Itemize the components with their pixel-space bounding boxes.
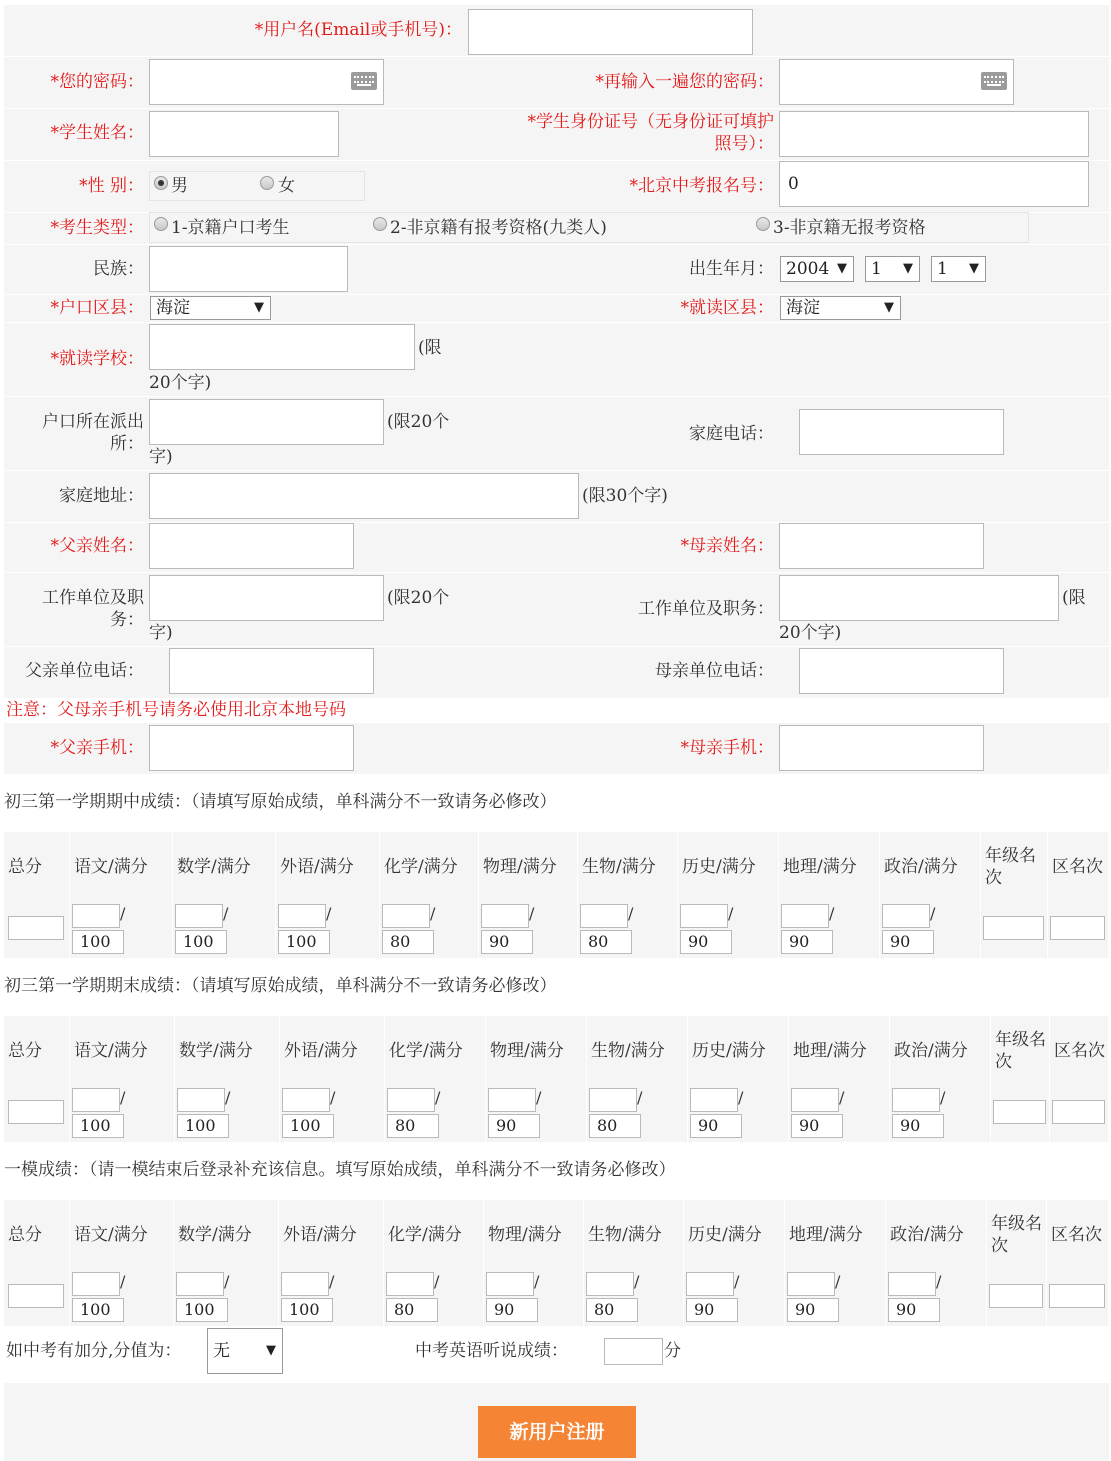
score-header-label: 化学/满分 (388, 1225, 462, 1245)
subject-max-input[interactable]: 90 (686, 1298, 738, 1322)
school-limit: (限 (418, 338, 442, 358)
type-3-radio[interactable] (756, 217, 770, 231)
score-section-title: 初三第一学期期末成绩：（请填写原始成绩，单科满分不一致请务必修改） (4, 976, 557, 996)
score-header-label: 物理/满分 (483, 857, 557, 877)
score-header-label: 物理/满分 (490, 1041, 564, 1061)
score-header-cell (1048, 832, 1109, 902)
score-header-label: 语文/满分 (74, 1041, 148, 1061)
score-header-cell (384, 1200, 484, 1270)
gender-label: *性 别： (79, 176, 144, 196)
subject-max-input[interactable]: 100 (176, 1298, 228, 1322)
subject-score-input[interactable] (486, 1272, 534, 1296)
subject-max-input[interactable]: 80 (386, 1298, 438, 1322)
subject-max-input[interactable]: 90 (486, 1298, 538, 1322)
score-header-label: 地理/满分 (789, 1225, 863, 1245)
subject-score-input[interactable] (175, 904, 223, 928)
police-label-cont: 所： (110, 434, 144, 454)
password-confirm-input[interactable] (779, 59, 1014, 105)
father-unit-phone-label: 父亲单位电话： (25, 661, 144, 681)
score-header-cell (276, 832, 380, 902)
address-limit: (限30个字) (582, 486, 668, 506)
score-header-cell (279, 1200, 384, 1270)
score-separator: / (329, 1272, 335, 1291)
score-header-cell (587, 1016, 688, 1086)
address-label: 家庭地址： (59, 486, 144, 506)
score-header-label: 总分 (8, 857, 42, 877)
father-work-limit: (限20个 (387, 588, 450, 608)
score-header-cell (174, 1200, 279, 1270)
mother-mobile-label: *母亲手机： (680, 738, 774, 758)
score-header-label: 年级名次 (991, 1214, 1042, 1256)
home-phone-label: 家庭电话： (689, 424, 774, 444)
score-separator: / (634, 1272, 640, 1291)
student-id-input[interactable] (779, 111, 1089, 157)
father-name-label: *父亲姓名： (50, 536, 144, 556)
score-header-cell (4, 1200, 70, 1270)
english-unit: 分 (664, 1341, 681, 1361)
subject-max-input[interactable]: 100 (72, 1298, 124, 1322)
subject-score-input[interactable] (791, 1088, 839, 1112)
score-header-label: 区名次 (1051, 1225, 1102, 1245)
student-id-label-cont: 照号）： (714, 134, 774, 154)
subject-score-input[interactable] (282, 1088, 330, 1112)
subject-score-input[interactable] (781, 904, 829, 928)
score-separator: / (120, 1272, 126, 1291)
score-header-cell (886, 1200, 987, 1270)
subject-max-input[interactable]: 80 (580, 930, 632, 954)
student-name-input[interactable] (149, 111, 339, 157)
username-input[interactable] (468, 9, 753, 55)
score-separator: / (940, 1088, 946, 1107)
subject-score-input[interactable] (176, 1272, 224, 1296)
password-input[interactable] (149, 59, 384, 105)
score-header-cell (991, 1016, 1050, 1086)
ethnic-input[interactable] (149, 246, 348, 292)
score-header-label: 物理/满分 (488, 1225, 562, 1245)
score-header-label: 化学/满分 (389, 1041, 463, 1061)
score-header-label: 地理/满分 (793, 1041, 867, 1061)
subject-max-input[interactable]: 100 (72, 930, 124, 954)
score-header-cell (175, 1016, 280, 1086)
score-header-label: 数学/满分 (179, 1041, 253, 1061)
score-separator: / (536, 1088, 542, 1107)
subject-score-input[interactable] (382, 904, 430, 928)
keyboard-icon[interactable] (981, 72, 1007, 90)
subject-max-input[interactable]: 90 (787, 1298, 839, 1322)
hukou-district-label: *户口区县： (50, 298, 144, 318)
score-header-label: 总分 (8, 1041, 42, 1061)
register-button[interactable]: 新用户注册 (478, 1406, 636, 1458)
type-1-radio[interactable] (154, 217, 168, 231)
score-header-label: 总分 (8, 1225, 42, 1245)
score-separator: / (839, 1088, 845, 1107)
score-separator: / (326, 904, 332, 923)
keyboard-icon[interactable] (351, 72, 377, 90)
study-district-select[interactable]: 海淀 ▼ (780, 296, 901, 320)
score-header-label: 化学/满分 (384, 857, 458, 877)
password-confirm-label: *再输入一遍您的密码： (595, 72, 774, 92)
subject-score-input[interactable] (72, 1088, 120, 1112)
gender-female-radio[interactable] (260, 176, 274, 190)
father-work-label-cont: 务： (110, 610, 144, 630)
student-id-label: *学生身份证号（无身份证可填护 (527, 112, 774, 132)
subject-score-input[interactable] (72, 904, 120, 928)
score-header-label: 语文/满分 (74, 857, 148, 877)
score-separator: / (225, 1088, 231, 1107)
score-header-label: 语文/满分 (74, 1225, 148, 1245)
mother-name-label: *母亲姓名： (680, 536, 774, 556)
subject-max-input[interactable]: 90 (791, 1114, 843, 1138)
subject-max-input[interactable]: 90 (481, 930, 533, 954)
birth-month-select[interactable]: 1 ▼ (865, 256, 920, 282)
grade-rank-input[interactable] (983, 916, 1044, 940)
father-work-limit-cont: 字) (149, 623, 173, 643)
bonus-label: 如中考有加分,分值为： (6, 1341, 182, 1361)
mother-work-label: 工作单位及职务： (638, 599, 774, 619)
father-work-input[interactable] (149, 575, 384, 621)
score-header-label: 生物/满分 (582, 857, 656, 877)
home-phone-input[interactable] (799, 409, 1004, 455)
type-1-label: 1-京籍户口考生 (171, 218, 290, 238)
score-header-cell (280, 1016, 385, 1086)
score-header-cell (70, 832, 173, 902)
score-header-label: 外语/满分 (280, 857, 354, 877)
mother-work-limit-cont: 20个字) (779, 623, 842, 643)
subject-max-input[interactable]: 100 (278, 930, 330, 954)
birth-year-select[interactable]: 2004 ▼ (780, 256, 854, 282)
father-work-label: 工作单位及职 (42, 588, 144, 608)
subject-max-input[interactable]: 80 (589, 1114, 641, 1138)
score-header-label: 年级名次 (995, 1030, 1046, 1072)
score-separator: / (430, 904, 436, 923)
score-separator: / (120, 904, 126, 923)
score-header-cell (981, 832, 1048, 902)
bonus-select[interactable]: 无 ▼ (207, 1328, 283, 1374)
score-grid (4, 1016, 1109, 1142)
subject-max-input[interactable]: 100 (175, 930, 227, 954)
score-header-cell (987, 1200, 1047, 1270)
subject-max-input[interactable]: 90 (680, 930, 732, 954)
father-unit-phone-input[interactable] (169, 648, 374, 694)
score-separator: / (835, 1272, 841, 1291)
score-grid (4, 1200, 1109, 1326)
score-header-cell (789, 1016, 890, 1086)
subject-score-input[interactable] (892, 1088, 940, 1112)
score-separator: / (435, 1088, 441, 1107)
score-header-label: 区名次 (1054, 1041, 1105, 1061)
score-header-cell (385, 1016, 486, 1086)
score-header-label: 历史/满分 (682, 857, 756, 877)
score-header-cell (173, 832, 276, 902)
score-header-label: 历史/满分 (692, 1041, 766, 1061)
mother-unit-phone-input[interactable] (799, 648, 1004, 694)
username-label: *用户名(Email或手机号)： (254, 20, 462, 40)
subject-score-input[interactable] (690, 1088, 738, 1112)
gender-male-label: 男 (171, 176, 188, 196)
subject-max-input[interactable]: 90 (488, 1114, 540, 1138)
score-header-cell (678, 832, 779, 902)
subject-max-input[interactable]: 100 (177, 1114, 229, 1138)
score-header-cell (380, 832, 479, 902)
english-input[interactable] (604, 1338, 663, 1365)
subject-score-input[interactable] (586, 1272, 634, 1296)
score-section-title: 一模成绩：（请一模结束后登录补充该信息。填写原始成绩，单科满分不一致请务必修改） (4, 1160, 676, 1180)
score-header-cell (1047, 1200, 1109, 1270)
score-separator: / (829, 904, 835, 923)
score-separator: / (628, 904, 634, 923)
subject-score-input[interactable] (589, 1088, 637, 1112)
mother-name-input[interactable] (779, 523, 984, 569)
score-separator: / (637, 1088, 643, 1107)
score-header-cell (70, 1016, 175, 1086)
subject-max-input[interactable]: 90 (888, 1298, 940, 1322)
score-separator: / (224, 1272, 230, 1291)
subject-score-input[interactable] (387, 1088, 435, 1112)
subject-max-input[interactable]: 80 (382, 930, 434, 954)
exam-number-label: *北京中考报名号： (629, 176, 774, 196)
score-header-label: 数学/满分 (178, 1225, 252, 1245)
score-header-cell (1050, 1016, 1109, 1086)
student-name-label: *学生姓名： (50, 123, 144, 143)
score-header-cell (479, 832, 578, 902)
subject-max-input[interactable]: 100 (282, 1114, 334, 1138)
score-header-cell (4, 1016, 70, 1086)
total-score-input[interactable] (8, 1100, 64, 1124)
district-rank-input[interactable] (1049, 1284, 1105, 1308)
mobile-notice: 注意：父母亲手机号请务必使用北京本地号码 (6, 700, 346, 720)
mother-work-input[interactable] (779, 575, 1059, 621)
police-limit-cont: 字) (149, 447, 173, 467)
subject-score-input[interactable] (177, 1088, 225, 1112)
total-score-input[interactable] (8, 916, 64, 940)
type-2-label: 2-非京籍有报考资格(九类人) (390, 218, 607, 238)
mother-unit-phone-label: 母亲单位电话： (655, 661, 774, 681)
subject-max-input[interactable]: 80 (586, 1298, 638, 1322)
study-district-label: *就读区县： (680, 298, 774, 318)
police-input[interactable] (149, 399, 384, 445)
score-header-cell (688, 1016, 789, 1086)
subject-max-input[interactable]: 90 (781, 930, 833, 954)
subject-max-input[interactable]: 90 (892, 1114, 944, 1138)
grade-rank-input[interactable] (989, 1284, 1043, 1308)
score-header-cell (4, 832, 70, 902)
subject-max-input[interactable]: 90 (882, 930, 934, 954)
score-header-cell (584, 1200, 684, 1270)
father-mobile-label: *父亲手机： (50, 738, 144, 758)
score-header-cell (70, 1200, 174, 1270)
subject-score-input[interactable] (72, 1272, 120, 1296)
score-header-label: 生物/满分 (591, 1041, 665, 1061)
type-3-label: 3-非京籍无报考资格 (773, 218, 926, 238)
exam-number-input[interactable]: 0 (779, 161, 1089, 207)
school-label: *就读学校： (50, 349, 144, 369)
subject-score-input[interactable] (580, 904, 628, 928)
subject-score-input[interactable] (281, 1272, 329, 1296)
gender-male-radio[interactable] (154, 176, 168, 190)
score-separator: / (936, 1272, 942, 1291)
score-header-cell (684, 1200, 785, 1270)
type-2-radio[interactable] (373, 217, 387, 231)
school-input[interactable] (149, 324, 415, 370)
father-mobile-input[interactable] (149, 725, 354, 771)
score-header-label: 历史/满分 (688, 1225, 762, 1245)
score-header-label: 年级名次 (985, 846, 1036, 888)
score-header-label: 数学/满分 (177, 857, 251, 877)
score-separator: / (434, 1272, 440, 1291)
score-header-label: 外语/满分 (284, 1041, 358, 1061)
school-limit-cont: 20个字) (149, 373, 212, 393)
score-separator: / (330, 1088, 336, 1107)
subject-score-input[interactable] (882, 904, 930, 928)
subject-score-input[interactable] (686, 1272, 734, 1296)
mother-mobile-input[interactable] (779, 725, 984, 771)
subject-score-input[interactable] (680, 904, 728, 928)
subject-max-input[interactable]: 100 (281, 1298, 333, 1322)
score-header-label: 地理/满分 (783, 857, 857, 877)
score-separator: / (223, 904, 229, 923)
score-separator: / (930, 904, 936, 923)
subject-score-input[interactable] (488, 1088, 536, 1112)
score-header-label: 外语/满分 (283, 1225, 357, 1245)
score-header-cell (779, 832, 880, 902)
subject-score-input[interactable] (386, 1272, 434, 1296)
father-name-input[interactable] (149, 523, 354, 569)
score-grid (4, 832, 1109, 958)
score-separator: / (738, 1088, 744, 1107)
score-header-label: 政治/满分 (890, 1225, 964, 1245)
district-rank-input[interactable] (1052, 1100, 1105, 1124)
score-separator: / (529, 904, 535, 923)
address-input[interactable] (149, 473, 579, 519)
score-separator: / (734, 1272, 740, 1291)
district-rank-input[interactable] (1050, 916, 1105, 940)
score-section-title: 初三第一学期期中成绩：（请填写原始成绩，单科满分不一致请务必修改） (4, 792, 557, 812)
birth-label: 出生年月： (689, 259, 774, 279)
score-header-cell (785, 1200, 886, 1270)
gender-female-label: 女 (278, 176, 295, 196)
police-limit: (限20个 (387, 412, 450, 432)
type-label: *考生类型： (50, 218, 144, 238)
birth-day-select[interactable]: 1 ▼ (931, 256, 986, 282)
score-separator: / (534, 1272, 540, 1291)
mother-work-limit: (限 (1062, 588, 1086, 608)
score-header-cell (486, 1016, 587, 1086)
hukou-district-select[interactable]: 海淀 ▼ (150, 296, 271, 320)
score-header-cell (578, 832, 678, 902)
subject-score-input[interactable] (278, 904, 326, 928)
score-header-label: 区名次 (1052, 857, 1103, 877)
score-separator: / (728, 904, 734, 923)
score-separator: / (120, 1088, 126, 1107)
total-score-input[interactable] (8, 1284, 64, 1308)
ethnic-label: 民族： (93, 259, 144, 279)
subject-score-input[interactable] (787, 1272, 835, 1296)
score-header-label: 生物/满分 (588, 1225, 662, 1245)
subject-max-input[interactable]: 90 (690, 1114, 742, 1138)
english-label: 中考英语听说成绩： (415, 1341, 568, 1361)
subject-score-input[interactable] (481, 904, 529, 928)
subject-score-input[interactable] (888, 1272, 936, 1296)
score-header-label: 政治/满分 (894, 1041, 968, 1061)
password-label: *您的密码： (50, 72, 144, 92)
score-header-cell (484, 1200, 584, 1270)
police-label: 户口所在派出 (42, 412, 144, 432)
subject-max-input[interactable]: 80 (387, 1114, 439, 1138)
score-header-cell (890, 1016, 991, 1086)
grade-rank-input[interactable] (993, 1100, 1046, 1124)
score-header-label: 政治/满分 (884, 857, 958, 877)
subject-max-input[interactable]: 100 (72, 1114, 124, 1138)
score-header-cell (880, 832, 981, 902)
